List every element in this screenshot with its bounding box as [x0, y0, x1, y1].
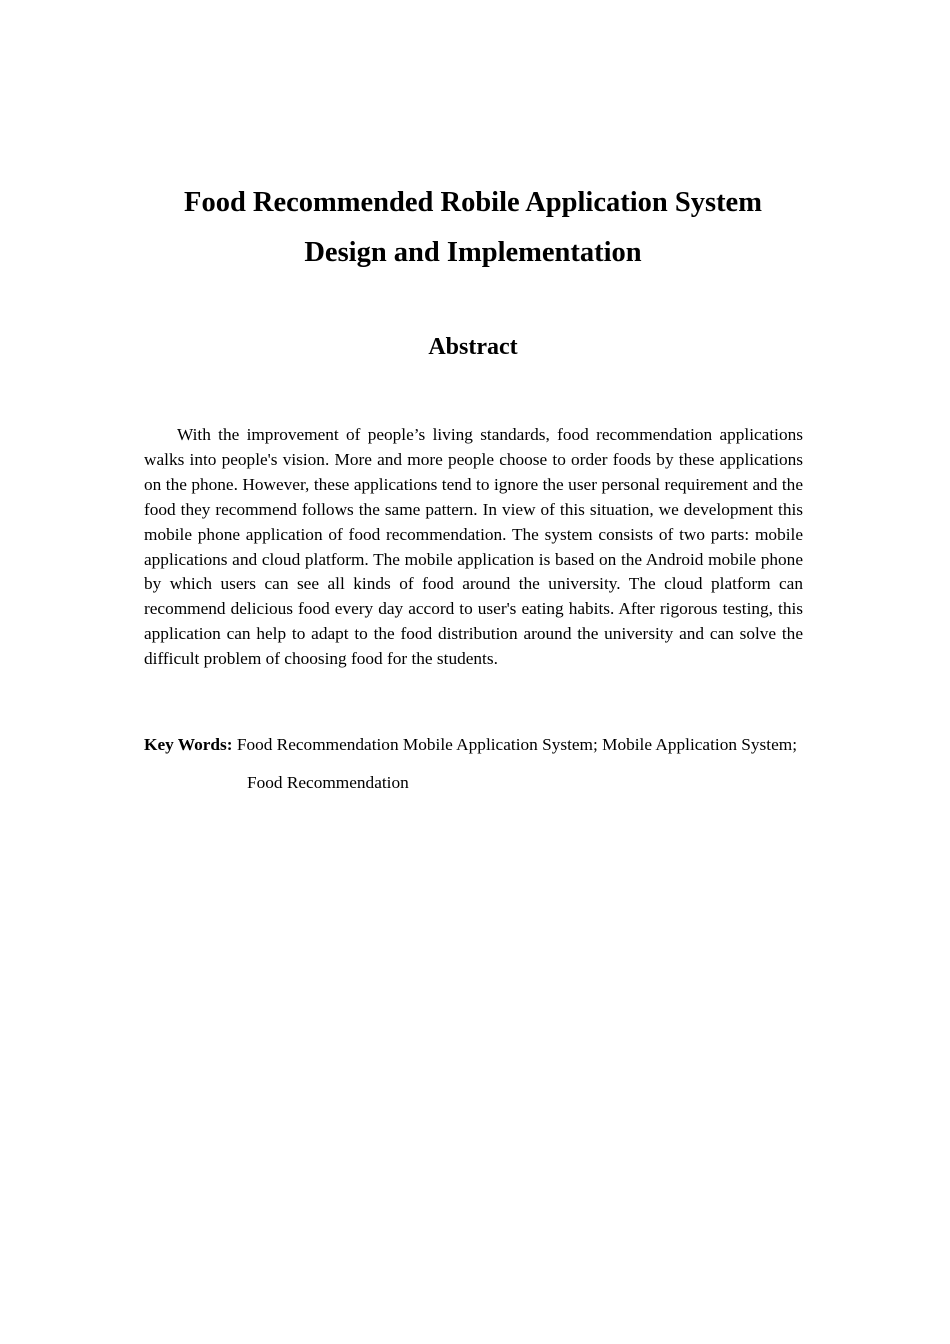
abstract-body: With the improvement of people’s living standards, food recommendation applications walks into people's vision. More and more people choose to order foods by these applications on the phone. However, these applications tend to ignore the user personal requirement and the food they recommend follows the same pattern. In view of this situation, we development this mobile phone application of food recommendation. The system consists of two parts: mobile applications and cloud platform. The mobile application is based on the Android mobile phone by which users can see all kinds of food around the university. The cloud platform can recommend delicious food every day accord to user's eating habits. After rigorous testing, this application can help to adapt to the food distribution around the university and can solve the difficult problem of choosing food for the students.: [144, 425, 803, 669]
title-line-1: Food Recommended Robile Application System: [184, 187, 762, 218]
paper-title: [0, 178, 946, 278]
keywords-text: Food Recommendation Mobile Application System; Mobile Application System; Food Recommendation: [236, 735, 797, 792]
abstract-heading: Abstract: [428, 334, 518, 360]
keywords-label: Key Words:: [144, 735, 233, 754]
title-line-2: Design and Implementation: [304, 237, 642, 268]
keywords: [144, 726, 803, 801]
